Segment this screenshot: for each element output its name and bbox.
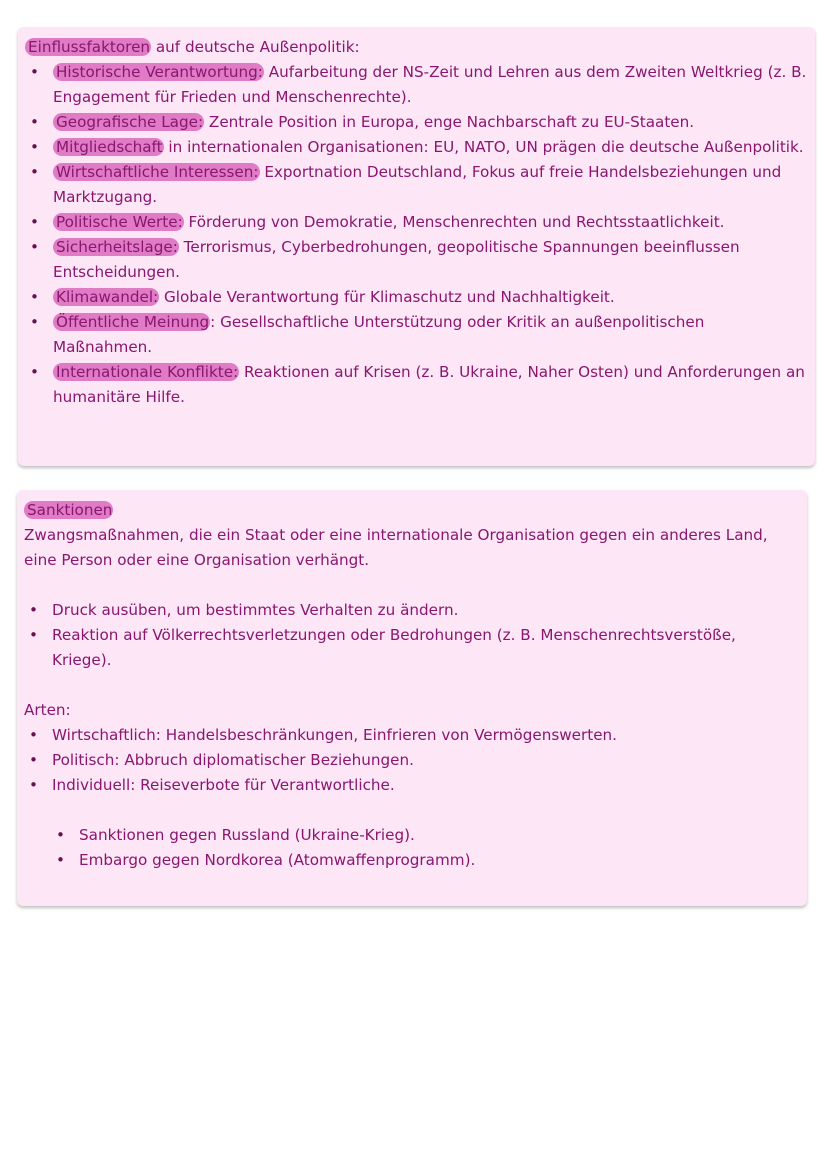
list-item: • Sanktionen gegen Russland (Ukraine-Krieg). (24, 823, 799, 848)
card-heading: Sanktionen (24, 498, 799, 523)
list-item: • Historische Verantwortung: Aufarbeitung der NS-Zeit und Lehren aus dem Zweiten Weltkrieg (z. B. Engagement für Frieden und Menschenrechte). (25, 60, 807, 110)
list-item: • Mitgliedschaft in internationalen Organisationen: EU, NATO, UN prägen die deutsche Außenpolitik. (25, 135, 807, 160)
list-item: • Klimawandel: Globale Verantwortung für Klimaschutz und Nachhaltigkeit. (25, 285, 807, 310)
list-item: • Politische Werte: Förderung von Demokratie, Menschenrechten und Rechtsstaatlichkeit. (25, 210, 807, 235)
list-item: • Öffentliche Meinung: Gesellschaftliche Unterstützung oder Kritik an außenpolitischen Maßnahmen. (25, 310, 807, 360)
purpose-list (24, 598, 799, 673)
heading-highlight: Einflussfaktoren (25, 38, 151, 56)
factor-list (25, 60, 807, 410)
sanctions-card (17, 490, 807, 906)
list-item: • Geografische Lage: Zentrale Position in Europa, enge Nachbarschaft zu EU-Staaten. (25, 110, 807, 135)
list-item: • Wirtschaftliche Interessen: Exportnation Deutschland, Fokus auf freie Handelsbeziehungen und Marktzugang. (25, 160, 807, 210)
examples-list (24, 823, 799, 873)
list-item: • Sicherheitslage: Terrorismus, Cyberbedrohungen, geopolitische Spannungen beeinflussen Entscheidungen. (25, 235, 807, 285)
list-item: • Politisch: Abbruch diplomatischer Beziehungen. (24, 748, 799, 773)
list-item: • Embargo gegen Nordkorea (Atomwaffenprogramm). (24, 848, 799, 873)
types-label: Arten: (24, 701, 71, 719)
list-item: • Individuell: Reiseverbote für Verantwortliche. (24, 773, 799, 798)
types-list (24, 723, 799, 798)
list-item: • Druck ausüben, um bestimmtes Verhalten zu ändern. (24, 598, 799, 623)
list-item: • Wirtschaftlich: Handelsbeschränkungen, Einfrieren von Vermögenswerten. (24, 723, 799, 748)
card-heading: Einflussfaktoren auf deutsche Außenpolitik: (25, 35, 807, 60)
list-item: • Internationale Konflikte: Reaktionen auf Krisen (z. B. Ukraine, Naher Osten) und Anforderungen an humanitäre Hilfe. (25, 360, 807, 410)
definition: Zwangsmaßnahmen, die ein Staat oder eine internationale Organisation gegen ein anderes Land, eine Person oder eine Organisation verhängt. (24, 526, 768, 569)
list-item: • Reaktion auf Völkerrechtsverletzungen oder Bedrohungen (z. B. Menschenrechtsverstöße, Kriege). (24, 623, 799, 673)
influence-factors-card (18, 27, 815, 466)
